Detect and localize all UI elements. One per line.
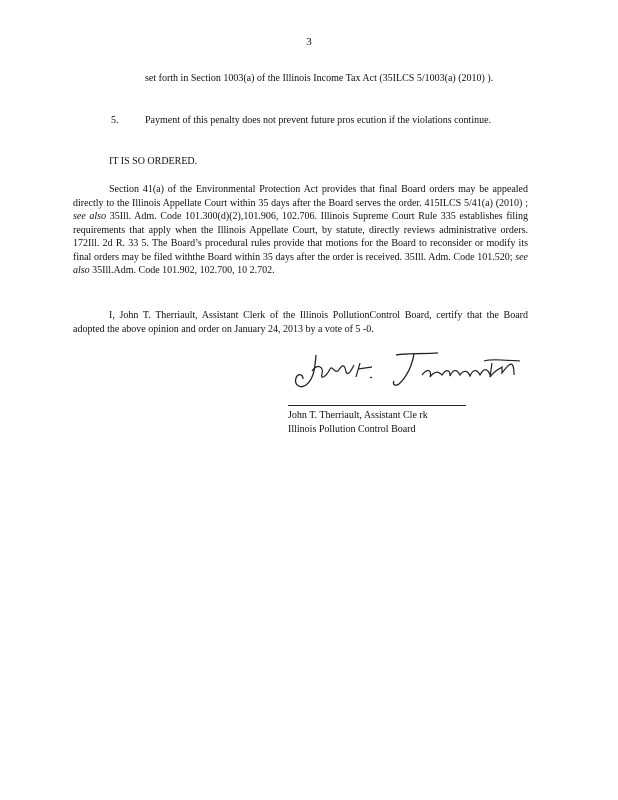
- item-4-continuation: set forth in Section 1003(a) of the Illinois Income Tax Act (35ILCS 5/1003(a) (2010) ).: [145, 73, 494, 84]
- appeal-text-2: 35Ill. Adm. Code 101.300(d)(2),101.906, 102.706. Illinois Supreme Court Rule 335 establishes filing requirements that apply when the Illinois Appellate Court, by statute, directly reviews administrative orders. 172Ill. 2d R. 33 5. The Board’s procedural rules provide that motions for the Board to reconsider or modify its final orders may be filed withthe Board within 35 days after the order is received. 35Ill. Adm. Code 101.520;: [73, 211, 528, 263]
- signature-line: [288, 405, 466, 406]
- item-5-number: 5.: [111, 115, 119, 126]
- appeal-text-3: 35Ill.Adm. Code 101.902, 102.700, 10 2.702.: [89, 265, 275, 276]
- page-number: 3: [306, 36, 312, 48]
- appeal-text-1: Section 41(a) of the Environmental Protection Act provides that final Board orders may be appealed directly to the Illinois Appellate Court within 35 days after the Board serves the order. 415ILCS 5/41(a) (2010) ;: [73, 184, 528, 209]
- signatory-organization: Illinois Pollution Control Board: [288, 423, 416, 435]
- appeal-paragraph: [73, 183, 528, 278]
- signatory-name: John T. Therriault, Assistant Cle rk: [288, 410, 428, 421]
- see-also-2: see also: [73, 251, 528, 276]
- signatory-block: [288, 409, 528, 436]
- so-ordered-statement: IT IS SO ORDERED.: [109, 156, 198, 167]
- certification-paragraph: I, John T. Therriault, Assistant Clerk of the Illinois PollutionControl Board, certify that the Board adopted the above opinion and order on January 24, 2013 by a vote of 5 -0.: [73, 310, 528, 335]
- item-5-text: Payment of this penalty does not prevent future pros ecution if the violations continue.: [145, 115, 492, 126]
- handwritten-signature: [286, 347, 526, 397]
- see-also-1: see also: [73, 211, 107, 222]
